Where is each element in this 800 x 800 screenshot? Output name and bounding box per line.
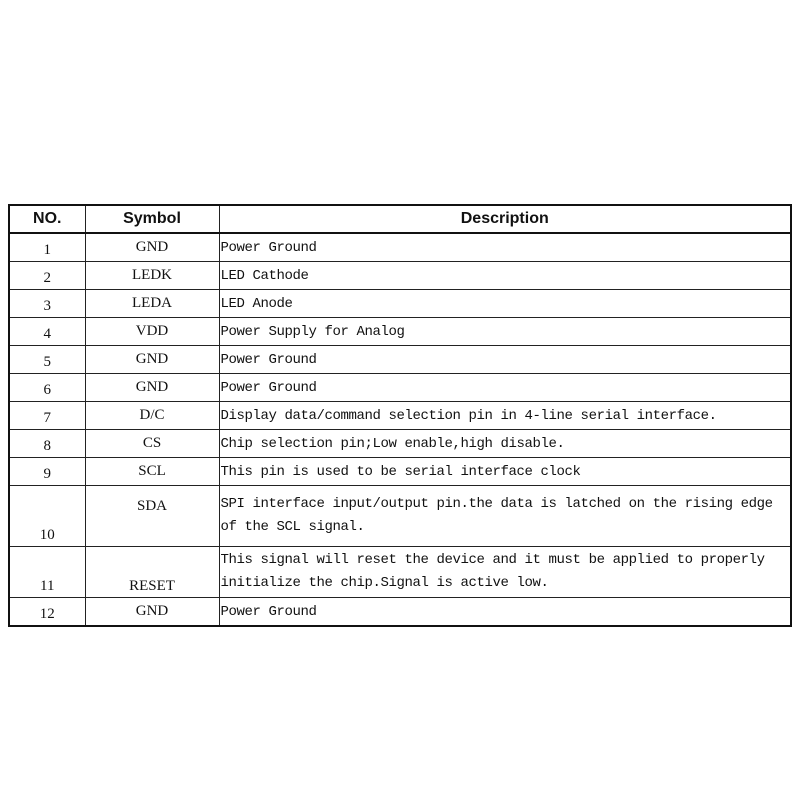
pin-symbol: LEDK	[85, 262, 219, 290]
pin-symbol: D/C	[85, 402, 219, 430]
pin-symbol: SDA	[85, 486, 219, 547]
pin-number: 12	[9, 598, 85, 627]
pin-description-table	[8, 204, 792, 627]
table-row	[9, 598, 791, 627]
pin-description: Chip selection pin;Low enable,high disable.	[219, 430, 791, 458]
pin-description: LED Cathode	[219, 262, 791, 290]
pin-description: Power Ground	[219, 374, 791, 402]
pin-description: Power Ground	[219, 346, 791, 374]
pin-number: 11	[9, 547, 85, 598]
pin-symbol: CS	[85, 430, 219, 458]
pin-description: This pin is used to be serial interface clock	[219, 458, 791, 486]
table-row	[9, 547, 791, 598]
pin-number: 2	[9, 262, 85, 290]
pin-symbol: RESET	[85, 547, 219, 598]
pin-description: This signal will reset the device and it must be applied to properly initialize the chip.Signal is active low.	[219, 547, 791, 598]
pin-number: 9	[9, 458, 85, 486]
pin-number: 5	[9, 346, 85, 374]
pin-number: 8	[9, 430, 85, 458]
pin-description: Power Ground	[219, 598, 791, 627]
pin-symbol: GND	[85, 233, 219, 262]
pin-number: 10	[9, 486, 85, 547]
header-description: Description	[219, 205, 791, 233]
pin-symbol: LEDA	[85, 290, 219, 318]
pin-description: Power Ground	[219, 233, 791, 262]
header-symbol: Symbol	[85, 205, 219, 233]
table-row	[9, 374, 791, 402]
table-row	[9, 290, 791, 318]
table-row	[9, 430, 791, 458]
pin-description: LED Anode	[219, 290, 791, 318]
pin-number: 6	[9, 374, 85, 402]
pin-number: 7	[9, 402, 85, 430]
table-row	[9, 233, 791, 262]
pin-number: 3	[9, 290, 85, 318]
header-no: NO.	[9, 205, 85, 233]
table-row	[9, 346, 791, 374]
pin-symbol: GND	[85, 346, 219, 374]
pin-description: Power Supply for Analog	[219, 318, 791, 346]
table-row	[9, 486, 791, 547]
pin-symbol: SCL	[85, 458, 219, 486]
pin-number: 1	[9, 233, 85, 262]
table-row	[9, 458, 791, 486]
table-row	[9, 318, 791, 346]
table-row	[9, 262, 791, 290]
table-row	[9, 402, 791, 430]
pin-description: SPI interface input/output pin.the data is latched on the rising edge of the SCL signal.	[219, 486, 791, 547]
pin-symbol: GND	[85, 598, 219, 627]
pin-symbol: VDD	[85, 318, 219, 346]
table-header-row	[9, 205, 791, 233]
pin-number: 4	[9, 318, 85, 346]
pin-symbol: GND	[85, 374, 219, 402]
pin-description: Display data/command selection pin in 4-line serial interface.	[219, 402, 791, 430]
